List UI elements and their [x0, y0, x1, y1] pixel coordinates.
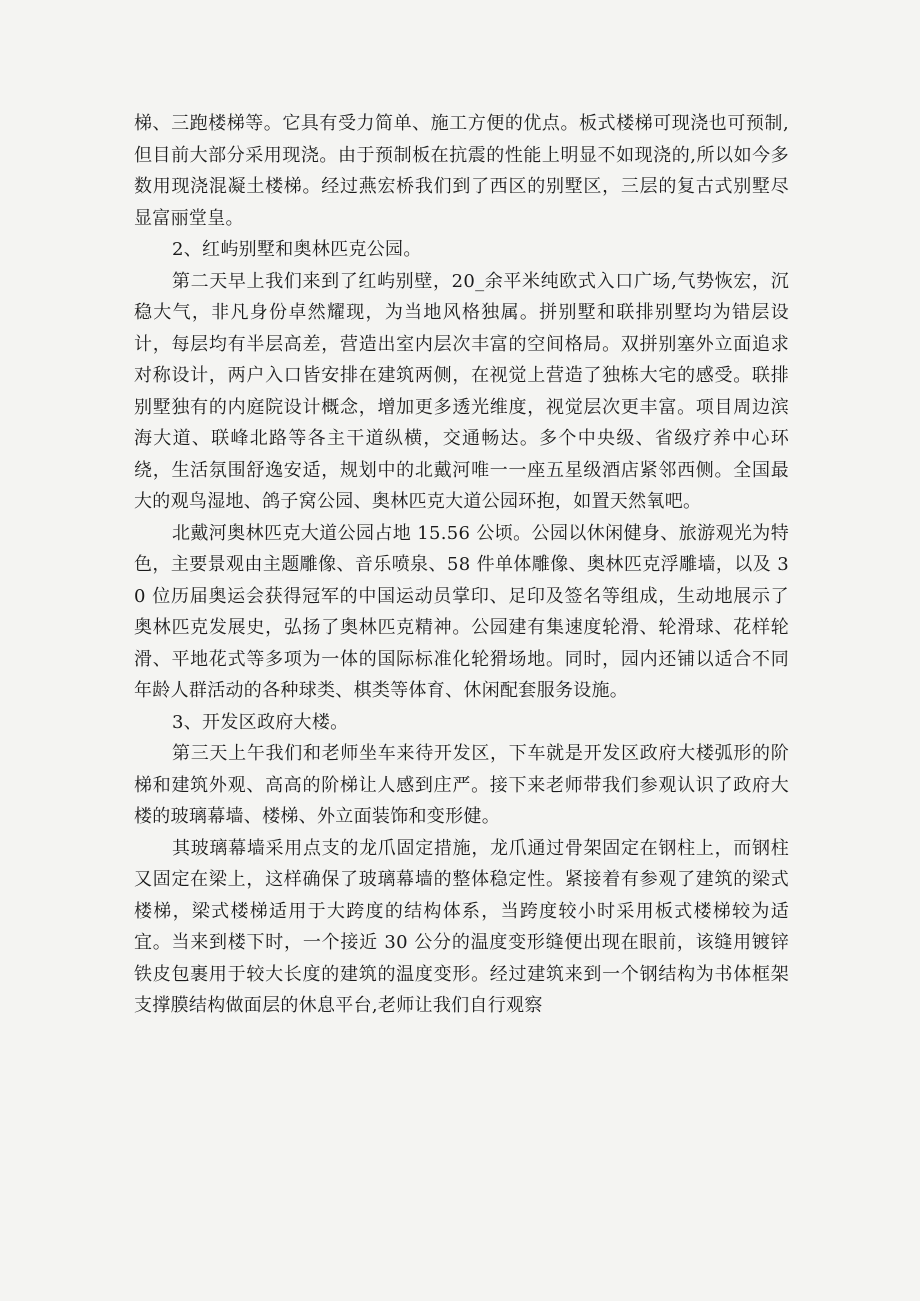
page-bottom-margin [0, 1280, 920, 1301]
paragraph-olympic-park: 北戴河奥林匹克大道公园占地 15.56 公顷。公园以休闲健身、旅游观光为特色，主要景观由主题雕像、音乐喷泉、58 件单体雕像、奥林匹克浮雕墙，以及 30 位历届奥运会获得冠军的中国运动员掌印、足印及签名等组成，生动地展示了奥林匹克发展史，弘扬了奥林匹克精神。公园建有集速度轮滑、轮滑球、花样轮滑、平地花式等多项为一体的国际标准化轮猾场地。同时，园内还铺以适合不同年龄人群活动的各种球类、棋类等体育、休闲配套服务设施。 [134, 522, 789, 701]
paragraph-hongyu-villa: 第二天早上我们来到了红屿别壁，20_余平米纯欧式入口广场,气势恢宏，沉稳大气，非凡身份卓然耀现，为当地风格独属。拼别墅和联排别墅均为错层设计，每层均有半层高差，营造出室内层次丰富的空间格局。双拼别塞外立面追求对称设计，两户入口皆安排在建筑两侧，在视觉上营造了独栋大宅的感受。联排别墅独有的内庭院设计概念，增加更多透光维度，视觉层次更丰富。项目周边滨海大道、联峰北路等各主干道纵横，交通畅达。多个中央级、省级疗养中心环绕，生活氛围舒逸安适，规划中的北戴河唯一一座五星级酒店紧邻西侧。全国最大的观鸟湿地、鸽子窝公园、奥林匹克大道公园环抱，如置天然氧吧。 [134, 270, 789, 512]
paragraph-government-building: 第三天上午我们和老师坐车来待开发区，下车就是开发区政府大楼弧形的阶梯和建筑外观、高高的阶梯让人感到庄严。接下来老师带我们参观认识了政府大楼的玻璃幕墙、楼梯、外立面装饰和变形健。 [134, 743, 789, 827]
paragraph-continuation: 梯、三跑楼梯等。它具有受力简单、施工方便的优点。板式楼梯可现浇也可预制,但目前大部分采用现浇。由于预制板在抗震的性能上明显不如现浇的,所以如今多数用现浇混凝土楼梯。经过燕宏桥我们到了西区的别墅区，三层的复古式别墅尽显富丽堂皇。 [134, 113, 789, 229]
document-body [134, 108, 789, 1022]
section-heading-government-building: 3、开发区政府大楼。 [172, 711, 349, 733]
paragraph-glass-curtain-wall: 其玻璃幕墙采用点支的龙爪固定措施，龙爪通过骨架固定在钢柱上，而钢柱又固定在梁上，这样确保了玻璃幕墙的整体稳定性。紧接着有参观了建筑的梁式楼梯，梁式楼梯适用于大跨度的结构体系，当跨度较小时采用板式楼梯较为适宜。当来到楼下时，一个接近 30 公分的温度变形缝便出现在眼前，该缝用镀锌铁皮包裹用于较大长度的建筑的温度变形。经过建筑来到一个钢结构为书体框架支撑膜结构做面层的休息平台,老师让我们自行观察 [134, 837, 789, 1016]
section-heading-hongyu-villa: 2、红屿别墅和奥林匹克公园。 [172, 239, 422, 260]
